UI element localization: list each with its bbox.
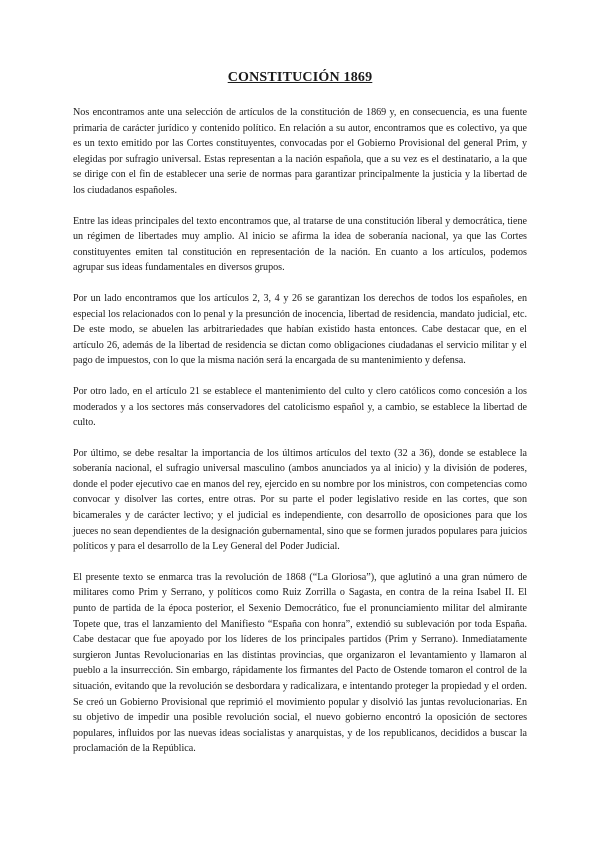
- paragraph-religion-article: Por otro lado, en el artículo 21 se establece el mantenimiento del culto y clero católicos como concesión a los moderados y a los sectores más conservadores del catolicismo español y, a cambio, se establece la libertad de culto.: [73, 385, 527, 429]
- paragraph-sovereignty-powers: Por último, se debe resaltar la importancia de los últimos artículos del texto (32 a 36), donde se establece la soberanía nacional, el sufragio universal masculino (ambos anunciados ya al inicio) y la división de poderes, donde el poder ejecutivo cae en manos del rey, ejercido en su nombre por los ministros, con competencias como convocar y disolver las cortes, entre otras. Por su parte el poder legislativo reside en las cortes, que son bicamerales y de carácter lectivo; y el judicial es independiente, con desarrollo de oposiciones para que los jueces no sean dependientes de la designación gubernamental, sino que se formen jurados populares para juicios políticos y para el desarrollo de la Ley General del Poder Judicial.: [73, 447, 527, 553]
- paragraph-main-ideas: Entre las ideas principales del texto encontramos que, al tratarse de una constitución liberal y democrática, tiene un régimen de libertades muy amplio. Al inicio se afirma la idea de soberanía nacional, ya que las Cortes constituyentes emiten tal constitución en representación de la nación. En cuanto a los artículos, podemos agrupar sus ideas fundamentales en diversos grupos.: [73, 215, 527, 274]
- paragraph-introduction: Nos encontramos ante una selección de artículos de la constitución de 1869 y, en consecuencia, es una fuente primaria de carácter jurídico y contenido político. En relación a su autor, encontramos que es colectivo, ya que es un texto emitido por las Cortes constituyentes, convocadas por el Gobierno Provisional del general Prim, y elegidas por sufragio universal. Estas representan a la nación española, que a su vez es el destinatario, a la que se dirige con el fin de establecer una serie de normas para garantizar principalmente la justicia y la libertad de los ciudadanos españoles.: [73, 107, 527, 196]
- paragraph-rights-articles: Por un lado encontramos que los artículos 2, 3, 4 y 26 se garantizan los derechos de todos los españoles, en especial los relacionados con lo penal y la presunción de inocencia, libertad de residencia, mandato judicial, etc. De este modo, se abuelen las arbitrariedades que habían existido hasta entonces. Cabe destacar que, en el artículo 26, además de la libertad de residencia se dictan como obligaciones ciudadanas el servicio militar y el pago de impuestos, con lo que la misma nación será la encargada de su mantenimiento y defensa.: [73, 292, 527, 367]
- paragraph-historical-context: El presente texto se enmarca tras la revolución de 1868 (“La Gloriosa”), que aglutinó a una gran número de militares como Prim y Serrano, y políticos como Ruiz Zorrilla o Sagasta, en contra de la reina Isabel II. El punto de partida de la época posterior, el Sexenio Democrático, fue el pronunciamiento militar del almirante Topete que, tras el lanzamiento del Manifiesto “España con honra”, extendió su sublevación por toda España. Cabe destacar que fue apoyado por los líderes de los principales partidos (Prim y Serrano). Inmediatamente surgieron Juntas Revolucionarias en las distintas provincias, que organizaron el levantamiento y llamaron al pueblo a la insurrección. Sin embargo, rápidamente los firmantes del Pacto de Ostende tomaron el control de la situación, evitando que la revolución se desbordara y radicalizara, e intentando proteger la propiedad y el orden. Se creó un Gobierno Provisional que reprimió el movimiento popular y disolvió las juntas revolucionarias. En su objetivo de impedir una posible revolución social, el nuevo gobierno encontró la oposición de sectores populares, influidos por las nuevas ideas socialistas y anarquistas, y de los republicanos, decididos a buscar la proclamación de la República.: [73, 571, 527, 755]
- page-title: CONSTITUCIÓN 1869: [227, 70, 373, 85]
